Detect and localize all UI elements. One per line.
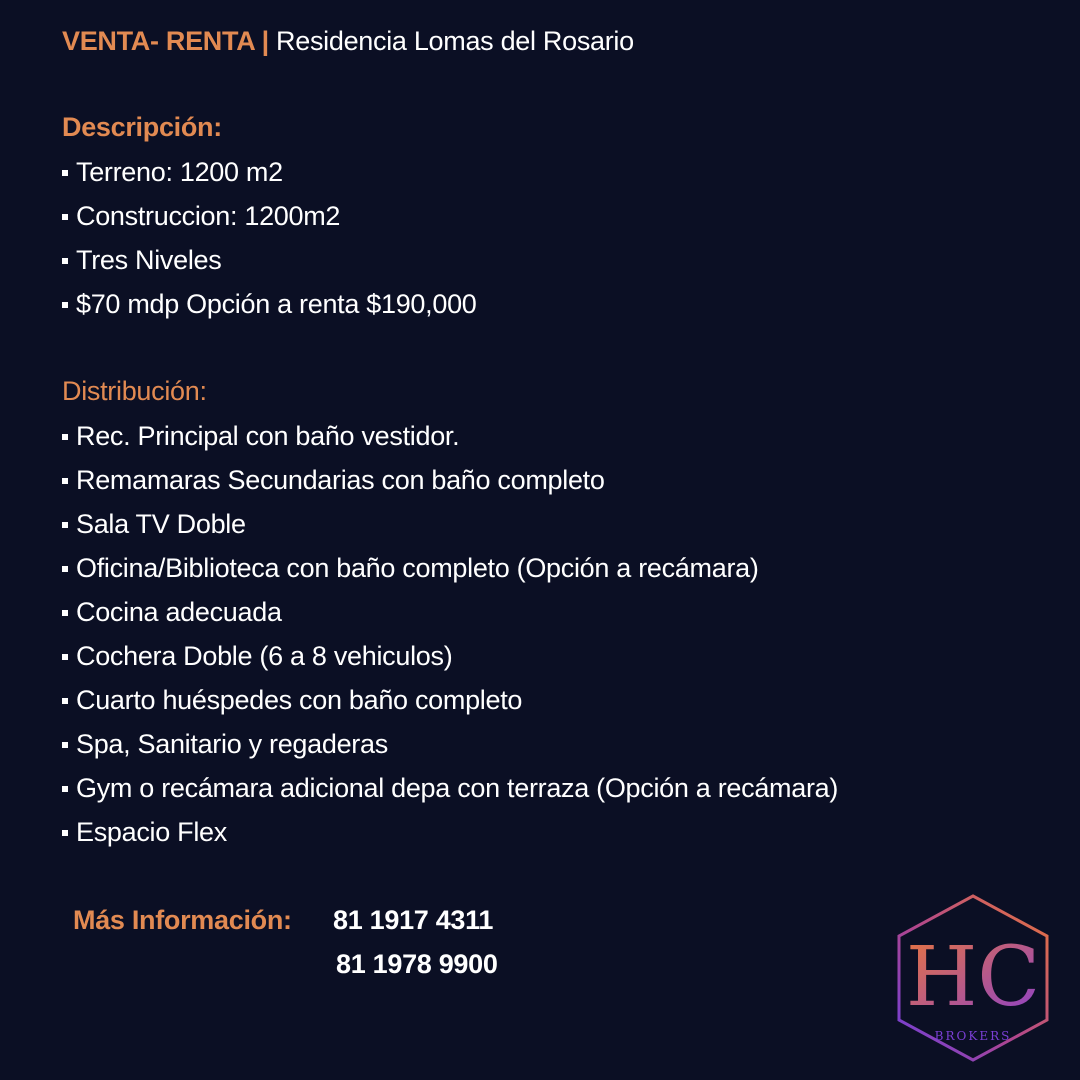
bullet-icon xyxy=(62,654,68,660)
listing-type: VENTA- RENTA | xyxy=(62,26,269,56)
list-item: Cocina adecuada xyxy=(62,590,838,634)
list-item: Espacio Flex xyxy=(62,810,838,854)
list-item: Construccion: 1200m2 xyxy=(62,194,477,238)
bullet-icon xyxy=(62,170,68,176)
logo-text: BROKERS xyxy=(934,1029,1012,1043)
bullet-icon xyxy=(62,258,68,264)
property-name: Residencia Lomas del Rosario xyxy=(276,26,634,56)
list-item: Spa, Sanitario y regaderas xyxy=(62,722,838,766)
descripcion-list xyxy=(62,150,477,326)
bullet-icon xyxy=(62,478,68,484)
distribucion-list xyxy=(62,414,838,854)
list-item: Tres Niveles xyxy=(62,238,477,282)
list-item: Cuarto huéspedes con baño completo xyxy=(62,678,838,722)
list-item: Remamaras Secundarias con baño completo xyxy=(62,458,838,502)
bullet-icon xyxy=(62,522,68,528)
descripcion-heading: Descripción: xyxy=(62,112,222,142)
list-item: Sala TV Doble xyxy=(62,502,838,546)
list-item: Terreno: 1200 m2 xyxy=(62,150,477,194)
listing-title xyxy=(62,22,634,60)
logo-monogram: HC xyxy=(905,930,1041,1025)
list-item: Cochera Doble (6 a 8 vehiculos) xyxy=(62,634,838,678)
list-item: Gym o recámara adicional depa con terraza (Opción a recámara) xyxy=(62,766,838,810)
bullet-icon xyxy=(62,742,68,748)
bullet-icon xyxy=(62,610,68,616)
bullet-icon xyxy=(62,302,68,308)
list-item: $70 mdp Opción a renta $190,000 xyxy=(62,282,477,326)
distribucion-heading: Distribución: xyxy=(62,376,207,406)
hexagon-logo-icon xyxy=(892,892,1054,1064)
bullet-icon xyxy=(62,434,68,440)
phone-number[interactable]: 81 1917 4311 xyxy=(333,905,494,935)
bullet-icon xyxy=(62,698,68,704)
bullet-icon xyxy=(62,786,68,792)
bullet-icon xyxy=(62,566,68,572)
phone-number[interactable]: 81 1978 9900 xyxy=(336,949,498,979)
list-item: Rec. Principal con baño vestidor. xyxy=(62,414,838,458)
contact-label: Más Información: xyxy=(73,905,292,935)
bullet-icon xyxy=(62,214,68,220)
bullet-icon xyxy=(62,830,68,836)
list-item: Oficina/Biblioteca con baño completo (Opción a recámara) xyxy=(62,546,838,590)
